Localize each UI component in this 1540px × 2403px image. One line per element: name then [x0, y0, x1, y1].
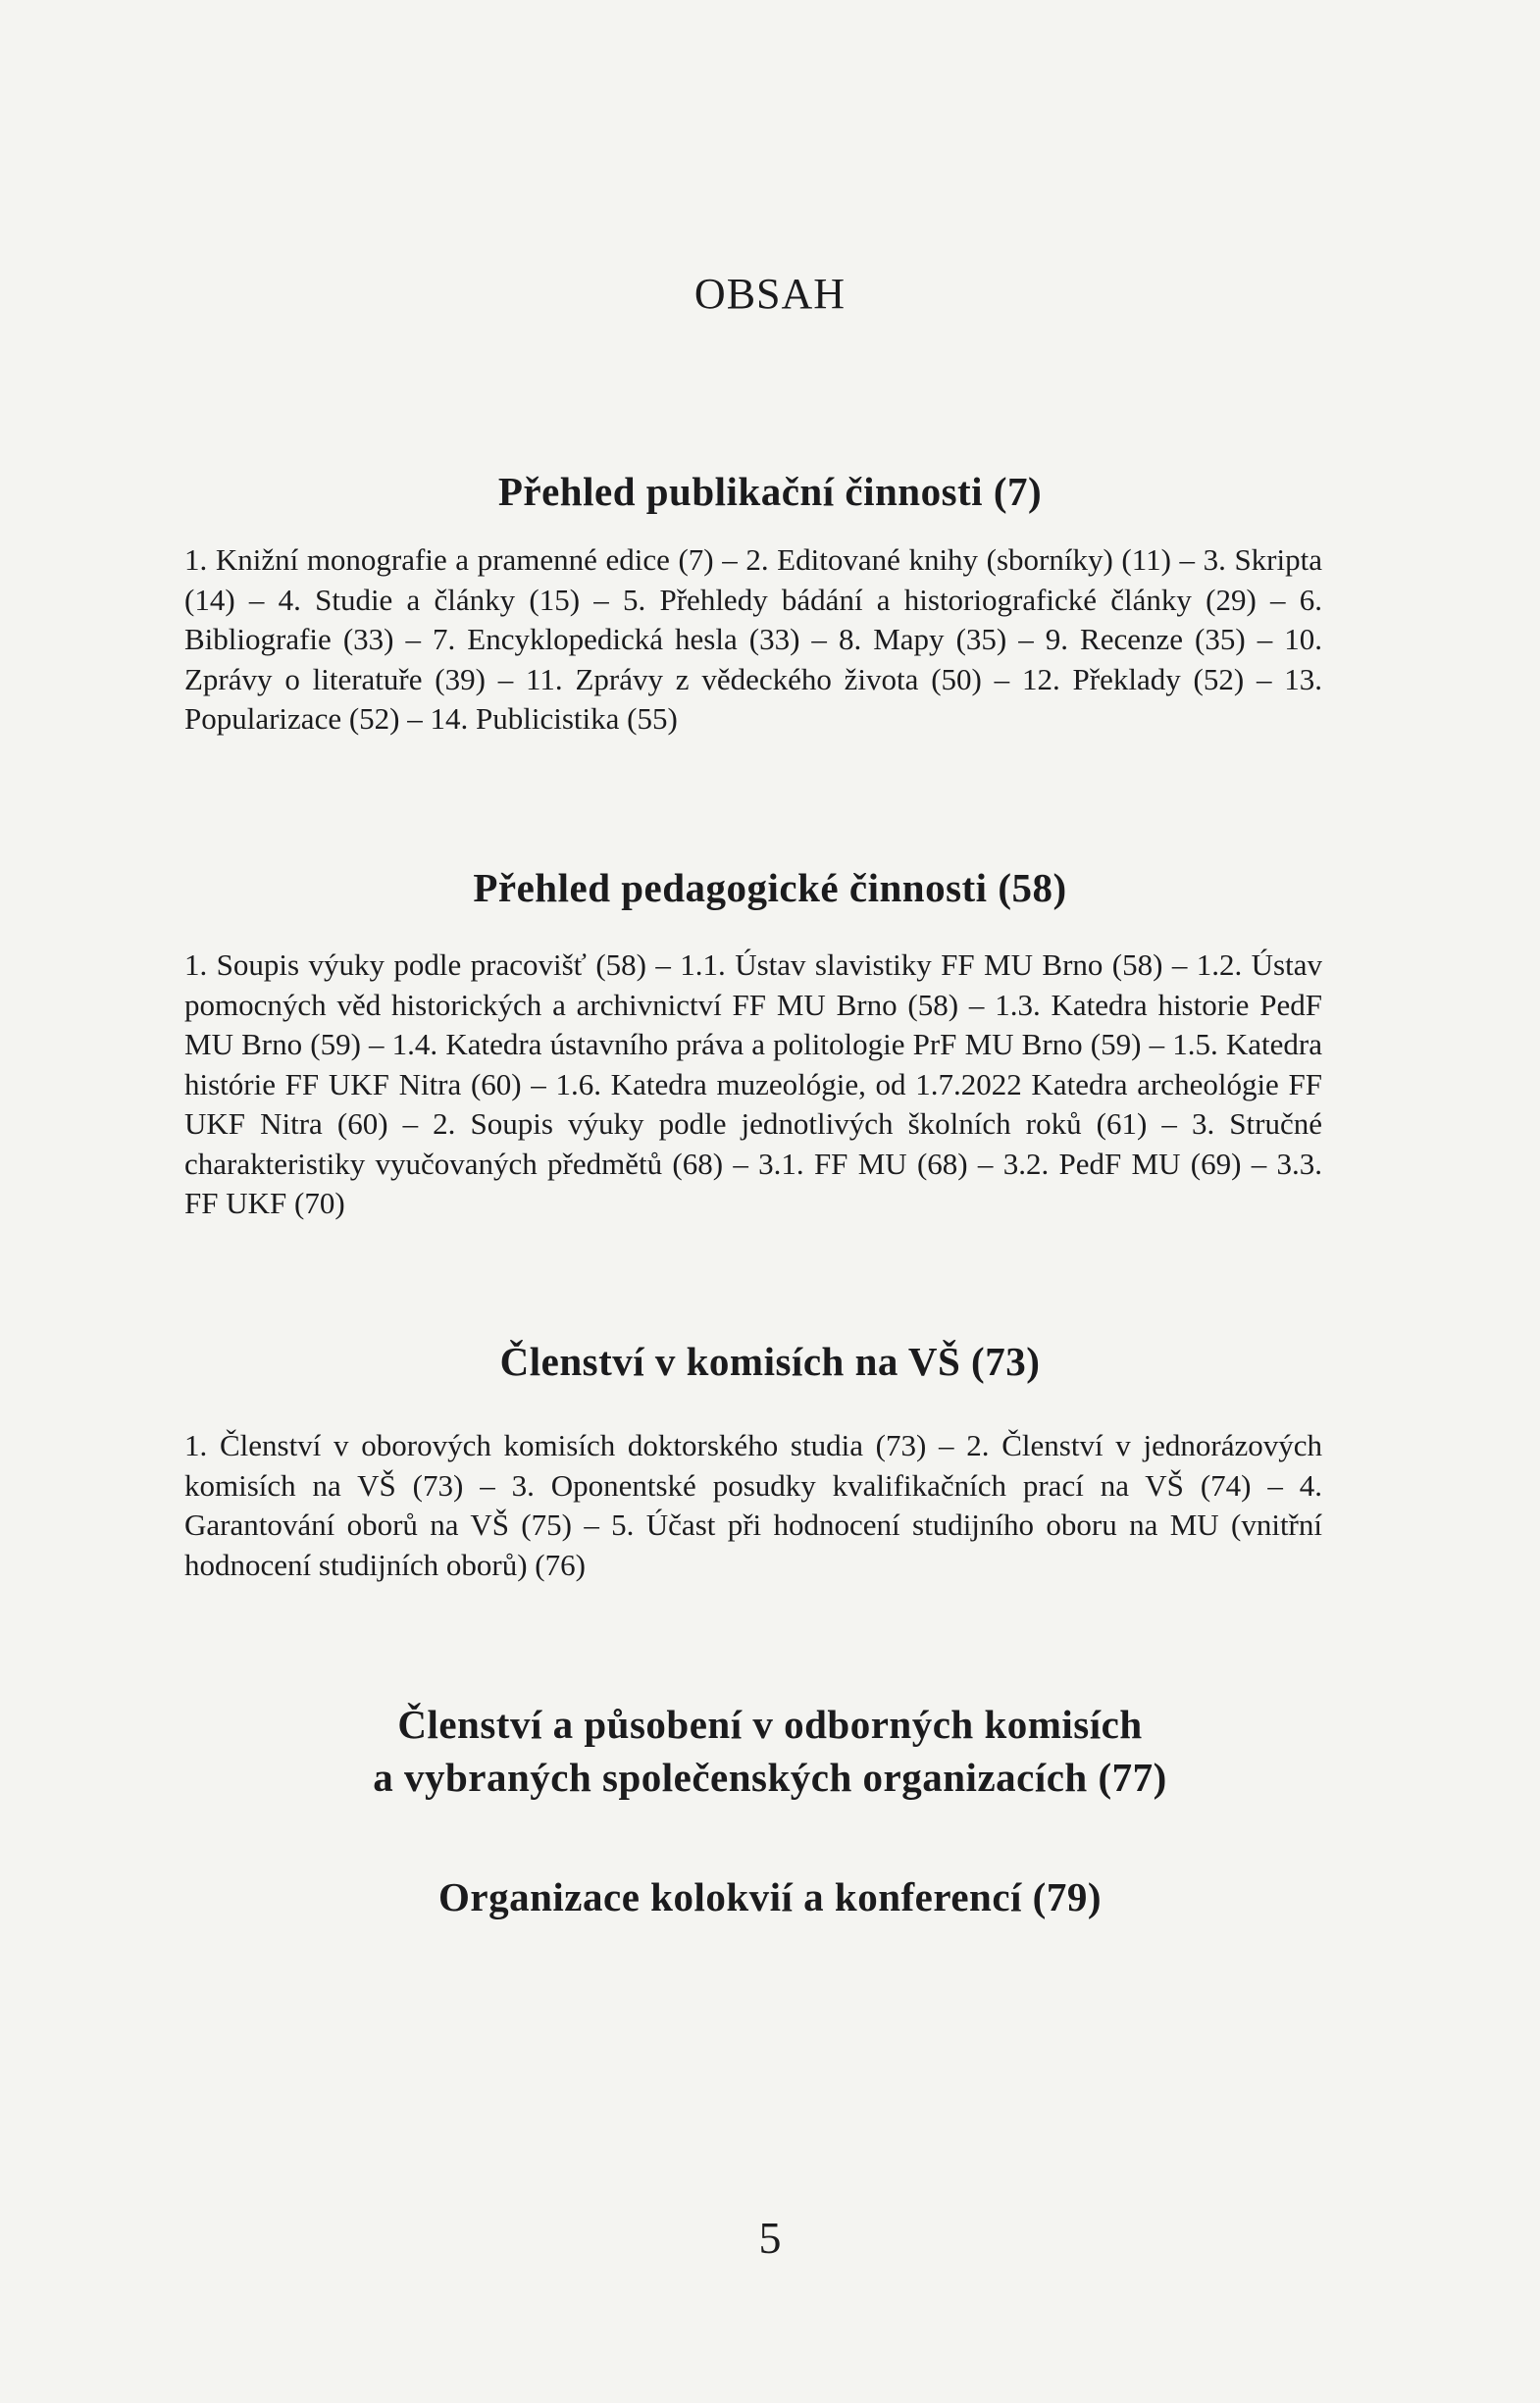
- section-heading-memberships: [0, 1698, 1540, 1804]
- section-body-teaching: 1. Soupis výuky podle pracovišť (58) – 1.1. Ústav slavistiky FF MU Brno (58) – 1.2. Ústav pomocných věd historických a archivnictví FF MU Brno (58) – 1.3. Katedra historie PedF MU Brno (59) – 1.4. Katedra ústavního práva a politologie PrF MU Brno (59) – 1.5. Katedra histórie FF UKF Nitra (60) – 1.6. Katedra muzeológie, od 1.7.2022 Katedra archeológie FF UKF Nitra (60) – 2. Soupis výuky podle jednotlivých školních roků (61) – 3. Stručné charakteristiky vyučovaných předmětů (68) – 3.1. FF MU (68) – 3.2. PedF MU (69) – 3.3. FF UKF (70): [184, 947, 1322, 1220]
- section-heading-line: a vybraných společenských organizacích (77): [373, 1755, 1167, 1800]
- section-heading-publications: Přehled publikační činnosti (7): [497, 469, 1043, 514]
- section-heading-line: Členství a působení v odborných komisích: [397, 1702, 1143, 1747]
- section-heading-committees: Členství v komisích na VŠ (73): [499, 1339, 1041, 1384]
- section-heading-conferences: Organizace kolokvií a konferencí (79): [438, 1874, 1102, 1919]
- section-heading-teaching: Přehled pedagogické činnosti (58): [473, 865, 1067, 910]
- page-number: 5: [758, 2213, 782, 2263]
- section-body-committees: 1. Členství v oborových komisích doktorského studia (73) – 2. Členství v jednorázových komisích na VŠ (73) – 3. Oponentské posudky kvalifikačních prací na VŠ (74) – 4. Garantování oborů na VŠ (75) – 5. Účast při hodnocení studijního oboru na MU (vnitřní hodnocení studijních oborů) (76): [184, 1428, 1322, 1582]
- section-body-publications: 1. Knižní monografie a pramenné edice (7) – 2. Editované knihy (sborníky) (11) – 3. Skripta (14) – 4. Studie a články (15) – 5. Přehledy bádání a historiografické články (29) – 6. Bibliografie (33) – 7. Encyklopedická hesla (33) – 8. Mapy (35) – 9. Recenze (35) – 10. Zprávy o literatuře (39) – 11. Zprávy z vědeckého života (50) – 12. Překlady (52) – 13. Popularizace (52) – 14. Publicistika (55): [184, 542, 1322, 736]
- page-title: OBSAH: [693, 270, 847, 318]
